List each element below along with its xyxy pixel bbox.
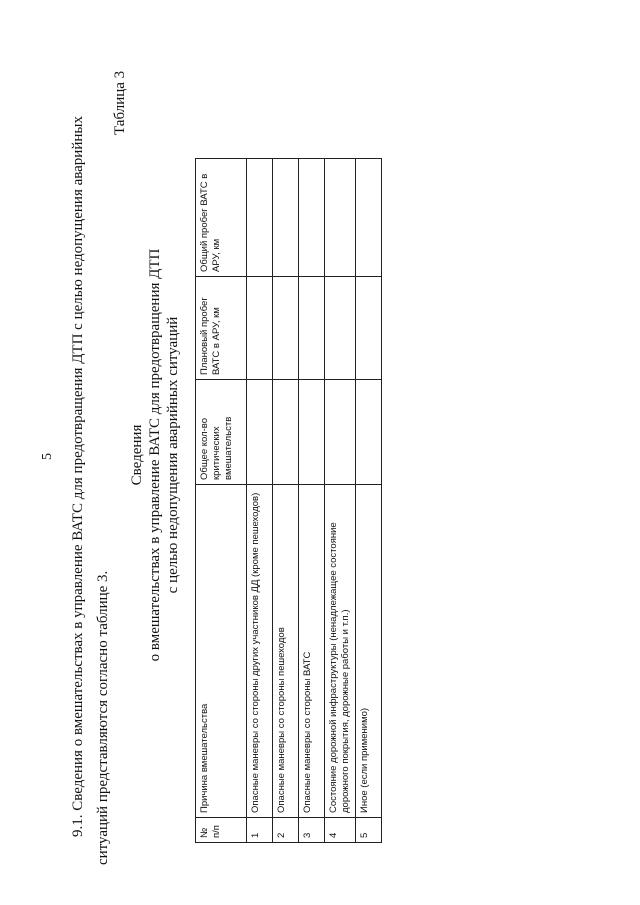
header-total-interventions: Общее кол-во критических вмешательств bbox=[196, 380, 247, 485]
table-row bbox=[273, 159, 299, 843]
row-mileage-cell bbox=[325, 159, 356, 277]
page-number: 5 bbox=[40, 453, 55, 460]
row-total-cell bbox=[356, 380, 382, 485]
row-mileage-cell bbox=[247, 159, 273, 277]
header-total-mileage: Общий пробег ВАТС в АРУ, км bbox=[196, 159, 247, 277]
row-plan-cell bbox=[356, 277, 382, 380]
table-row bbox=[299, 159, 325, 843]
row-mileage-cell bbox=[273, 159, 299, 277]
title-line-2: о вмешательствах в управление ВАТС для предотвращения ДТП bbox=[147, 248, 163, 662]
row-reason: Иное (если применимо) bbox=[356, 485, 382, 818]
header-planned-mileage: Плановый пробег ВАТС в АРУ, км bbox=[196, 277, 247, 380]
title-line-3: с целью недопущения аварийных ситуаций bbox=[165, 316, 181, 594]
row-mileage-cell bbox=[299, 159, 325, 277]
row-plan-cell bbox=[325, 277, 356, 380]
row-mileage-cell bbox=[356, 159, 382, 277]
intro-paragraph-line-2: ситуаций представляются согласно таблице 3. bbox=[95, 570, 111, 865]
row-reason: Опасные маневры со стороны ВАТС bbox=[299, 485, 325, 818]
interventions-table bbox=[195, 158, 382, 843]
table-title bbox=[128, 105, 182, 805]
row-reason: Опасные маневры со стороны других участников ДД (кроме пешеходов) bbox=[247, 485, 273, 818]
row-num: 2 bbox=[273, 818, 299, 843]
row-total-cell bbox=[273, 380, 299, 485]
title-line-1: Сведения bbox=[129, 424, 145, 486]
row-reason: Опасные маневры со стороны пешеходов bbox=[273, 485, 299, 818]
table-row bbox=[247, 159, 273, 843]
row-reason: Состояние дорожной инфраструктуры (ненадлежащее состояние дорожного покрытия, дорожные работы и т.п.) bbox=[325, 485, 356, 818]
row-plan-cell bbox=[247, 277, 273, 380]
row-total-cell bbox=[325, 380, 356, 485]
row-plan-cell bbox=[273, 277, 299, 380]
row-total-cell bbox=[299, 380, 325, 485]
row-total-cell bbox=[247, 380, 273, 485]
table-header-row bbox=[196, 159, 247, 843]
row-num: 5 bbox=[356, 818, 382, 843]
table-row bbox=[356, 159, 382, 843]
table-row bbox=[325, 159, 356, 843]
row-plan-cell bbox=[299, 277, 325, 380]
header-num: № п/п bbox=[196, 818, 247, 843]
row-num: 3 bbox=[299, 818, 325, 843]
header-reason: Причина вмешательства bbox=[196, 485, 247, 818]
row-num: 1 bbox=[247, 818, 273, 843]
intro-paragraph-line-1: 9.1. Сведения о вмешательствах в управление ВАТС для предотвращения ДТП с целью недопущения аварийных bbox=[70, 116, 86, 837]
row-num: 4 bbox=[325, 818, 356, 843]
table-caption: Таблица 3 bbox=[112, 70, 128, 135]
